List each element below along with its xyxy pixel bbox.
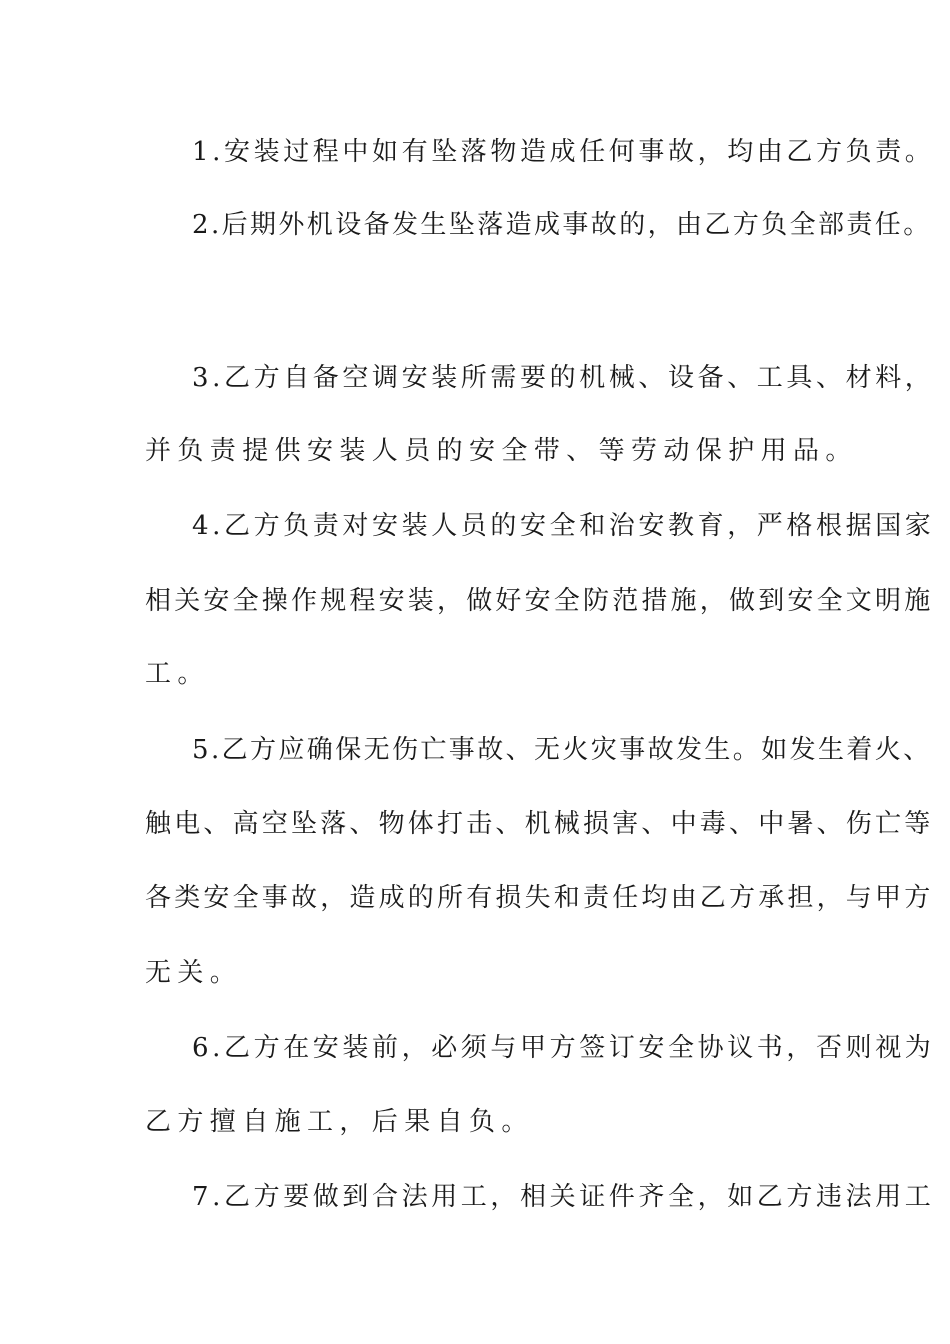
clause-4-line-3: 工。	[145, 659, 210, 689]
clause-5-line-4: 无关。	[145, 958, 243, 988]
clause-5-line-1: 5.乙方应确保无伤亡事故、无火灾事故发生。如发生着火、	[192, 735, 932, 765]
clause-2-line-1: 2.后期外机设备发生坠落造成事故的，由乙方负全部责任。	[192, 210, 932, 240]
clause-5-line-2: 触电、高空坠落、物体打击、机械损害、中毒、中暑、伤亡等	[145, 809, 934, 839]
clause-3-line-1: 3.乙方自备空调安装所需要的机械、设备、工具、材料，	[192, 363, 935, 393]
clause-4-line-2: 相关安全操作规程安装，做好安全防范措施，做到安全文明施	[145, 586, 934, 616]
clause-6-line-2: 乙方擅自施工，后果自负。	[145, 1107, 534, 1137]
clause-7-line-1: 7.乙方要做到合法用工，相关证件齐全，如乙方违法用工	[192, 1182, 935, 1212]
clause-4-line-1: 4.乙方负责对安装人员的安全和治安教育，严格根据国家	[192, 511, 935, 541]
clause-5-line-3: 各类安全事故，造成的所有损失和责任均由乙方承担，与甲方	[145, 883, 934, 913]
clause-3-line-2: 并负责提供安装人员的安全带、等劳动保护用品。	[145, 436, 858, 466]
clause-1-line-1: 1.安装过程中如有坠落物造成任何事故，均由乙方负责。	[192, 137, 935, 167]
clause-6-line-1: 6.乙方在安装前，必须与甲方签订安全协议书，否则视为	[192, 1033, 935, 1063]
